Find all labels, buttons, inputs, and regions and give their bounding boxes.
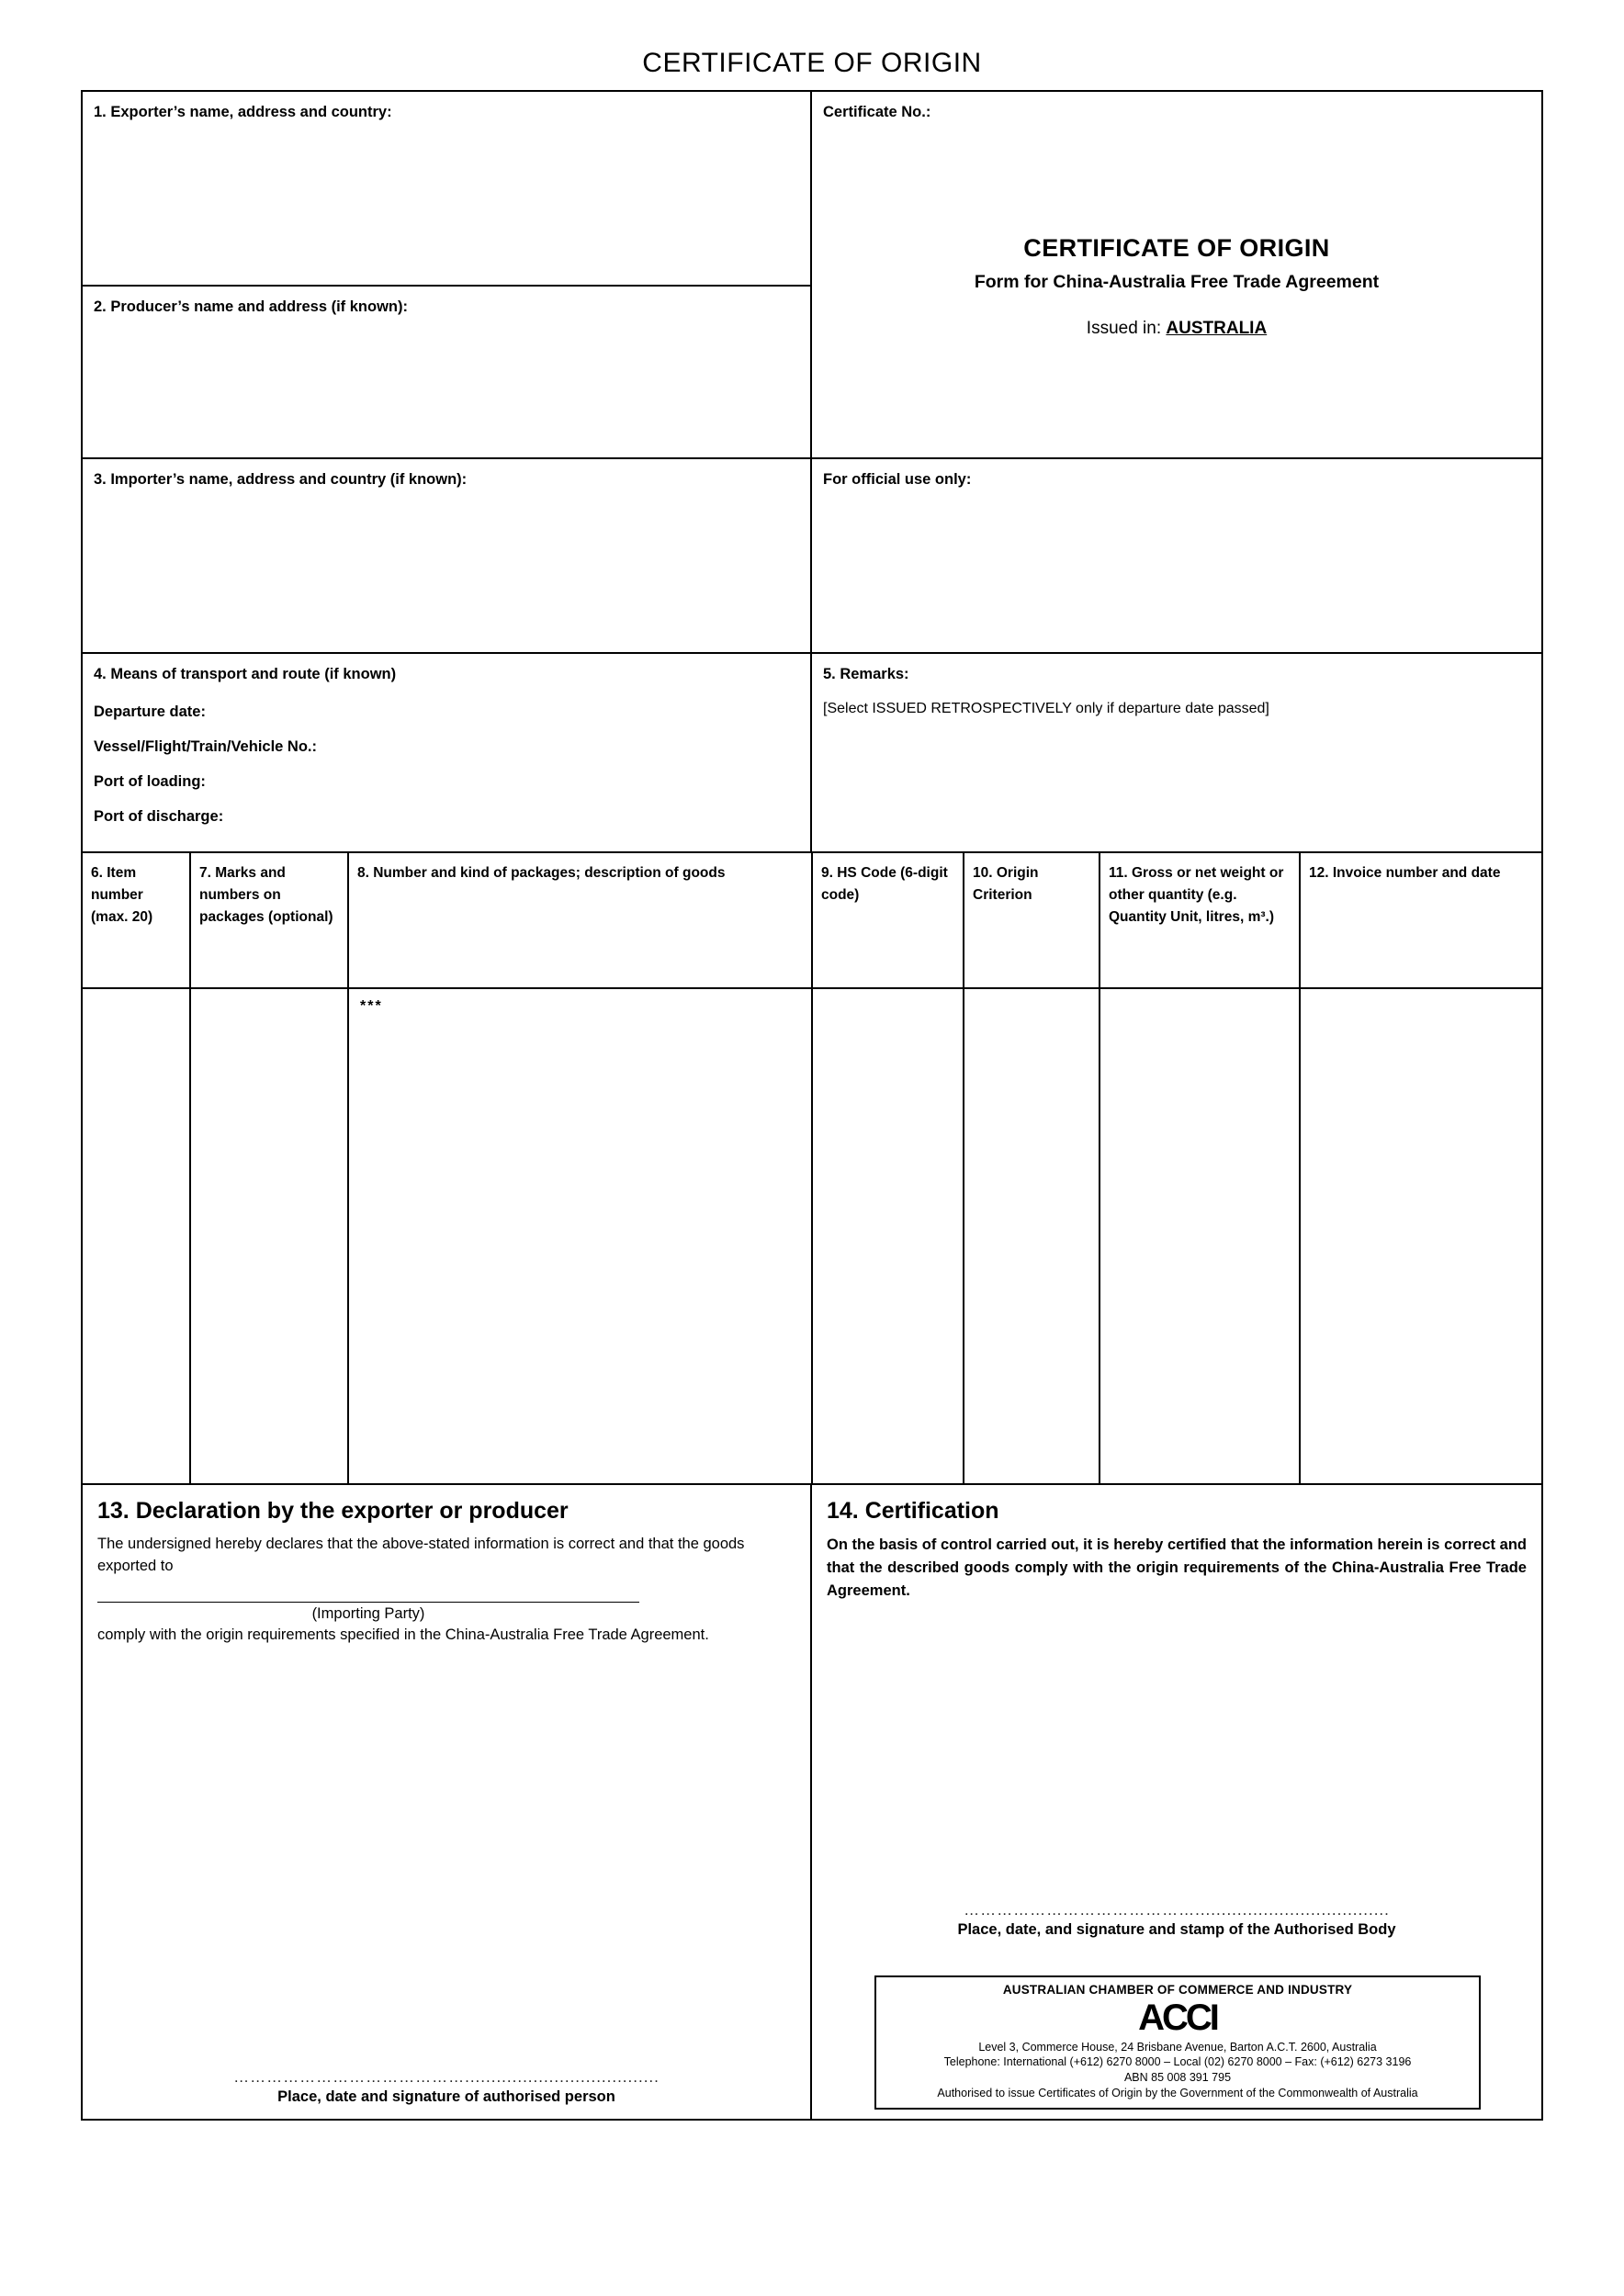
goods-cell-description[interactable]: *** bbox=[349, 989, 813, 1483]
declaration-title: 13. Declaration by the exporter or producer bbox=[97, 1498, 569, 1524]
goods-table-header bbox=[83, 853, 1541, 989]
acci-logo-icon: ACCI bbox=[1138, 1997, 1217, 2038]
certification-signature-caption: Place, date, and signature and stamp of the Authorised Body bbox=[957, 1921, 1396, 1938]
declaration-paragraph-2: comply with the origin requirements specified in the China-Australia Free Trade Agreement. bbox=[97, 1626, 709, 1643]
goods-header-invoice: 12. Invoice number and date bbox=[1309, 865, 1501, 881]
field-port-discharge-label: Port of discharge: bbox=[94, 807, 224, 825]
importing-party-rule bbox=[97, 1602, 639, 1603]
goods-header-hs-code: 9. HS Code (6-digit code) bbox=[813, 853, 964, 987]
page-title: CERTIFICATE OF ORIGIN bbox=[642, 48, 982, 78]
remarks-instruction: [Select ISSUED RETROSPECTIVELY only if departure date passed] bbox=[823, 700, 1269, 716]
declaration-block bbox=[83, 1485, 812, 2119]
field-official-use-label: For official use only: bbox=[823, 471, 972, 488]
authorised-body-authorisation: Authorised to issue Certificates of Origin by the Government of the Commonwealth of Australia bbox=[937, 2087, 1418, 2100]
declaration-signature-area[interactable] bbox=[83, 2068, 810, 2106]
field-transport-label: 4. Means of transport and route (if known) bbox=[94, 666, 397, 682]
certificate-title-group bbox=[823, 234, 1530, 339]
field-official-use[interactable] bbox=[812, 459, 1541, 652]
declaration-signature-dots: ……………………………………..................................... bbox=[233, 2068, 660, 2086]
issued-in-label: Issued in: bbox=[1086, 318, 1162, 338]
field-vessel-label: Vessel/Flight/Train/Vehicle No.: bbox=[94, 737, 317, 755]
authorised-body-telephone: Telephone: International (+612) 6270 8000 – Local (02) 6270 8000 – Fax: (+612) 6273 3196 bbox=[943, 2055, 1412, 2069]
certification-signature-area[interactable] bbox=[812, 1901, 1541, 1939]
goods-header-description: 8. Number and kind of packages; description of goods bbox=[349, 853, 813, 987]
goods-cell-item-number[interactable] bbox=[83, 989, 191, 1483]
goods-cell-quantity[interactable] bbox=[1100, 989, 1301, 1483]
field-importer-label: 3. Importer’s name, address and country (if known): bbox=[94, 471, 468, 488]
form-row-declaration bbox=[83, 1485, 1541, 2119]
field-producer[interactable] bbox=[83, 287, 810, 457]
issued-in-row bbox=[823, 319, 1530, 339]
certificate-header-block bbox=[812, 92, 1541, 457]
certificate-heading: CERTIFICATE OF ORIGIN bbox=[1023, 233, 1330, 262]
goods-cell-marks[interactable] bbox=[191, 989, 349, 1483]
field-departure-date-label: Departure date: bbox=[94, 703, 206, 720]
certification-paragraph: On the basis of control carried out, it is hereby certified that the information herein is correct and that the described goods comply with the origin requirements of the China-Australia Free Trade Agreement. bbox=[827, 1536, 1527, 1599]
field-port-loading-label: Port of loading: bbox=[94, 772, 206, 790]
field-remarks-label: 5. Remarks: bbox=[823, 666, 909, 682]
issued-in-country: AUSTRALIA bbox=[1166, 318, 1268, 338]
field-exporter[interactable] bbox=[83, 92, 810, 287]
field-transport[interactable] bbox=[83, 654, 812, 851]
goods-cell-invoice[interactable] bbox=[1301, 989, 1541, 1483]
goods-header-origin-criterion: 10. Origin Criterion bbox=[964, 853, 1100, 987]
authorised-body-abn: ABN 85 008 391 795 bbox=[1123, 2071, 1232, 2085]
goods-header-quantity: 11. Gross or net weight or other quantity (e.g. Quantity Unit, litres, m³.) bbox=[1100, 853, 1301, 987]
goods-header-marks: 7. Marks and numbers on packages (optional) bbox=[191, 853, 349, 987]
certification-title: 14. Certification bbox=[827, 1498, 999, 1524]
authorised-body-stamp bbox=[874, 1975, 1481, 2110]
importing-party-label: (Importing Party) bbox=[311, 1604, 425, 1622]
declaration-paragraph-1: The undersigned hereby declares that the above-stated information is correct and that the goods exported to bbox=[97, 1536, 745, 1574]
field-importer[interactable] bbox=[83, 459, 812, 652]
authorised-body-address: Level 3, Commerce House, 24 Brisbane Avenue, Barton A.C.T. 2600, Australia bbox=[978, 2040, 1377, 2054]
form-row-top bbox=[83, 92, 1541, 457]
field-remarks[interactable] bbox=[812, 654, 1541, 851]
table-row bbox=[83, 989, 1541, 1485]
certification-block bbox=[812, 1485, 1541, 2119]
left-parties-column bbox=[83, 92, 812, 457]
certificate-subheading: Form for China-Australia Free Trade Agreement bbox=[974, 271, 1380, 292]
certificate-form bbox=[81, 90, 1543, 2121]
field-producer-label: 2. Producer’s name and address (if known): bbox=[94, 298, 408, 315]
field-certificate-no-label: Certificate No.: bbox=[822, 104, 931, 120]
form-row-transport bbox=[83, 654, 1541, 853]
goods-cell-hs-code[interactable] bbox=[813, 989, 964, 1483]
field-exporter-label: 1. Exporter’s name, address and country: bbox=[94, 104, 392, 120]
declaration-signature-caption: Place, date and signature of authorised person bbox=[277, 2088, 615, 2105]
goods-cell-origin-criterion[interactable] bbox=[964, 989, 1100, 1483]
certification-signature-dots: ……………………………………..................................... bbox=[964, 1901, 1390, 1919]
form-row-importer bbox=[83, 457, 1541, 654]
goods-header-item-number: 6. Item number (max. 20) bbox=[83, 853, 191, 987]
authorised-body-name: AUSTRALIAN CHAMBER OF COMMERCE AND INDUSTRY bbox=[1002, 1982, 1353, 1997]
